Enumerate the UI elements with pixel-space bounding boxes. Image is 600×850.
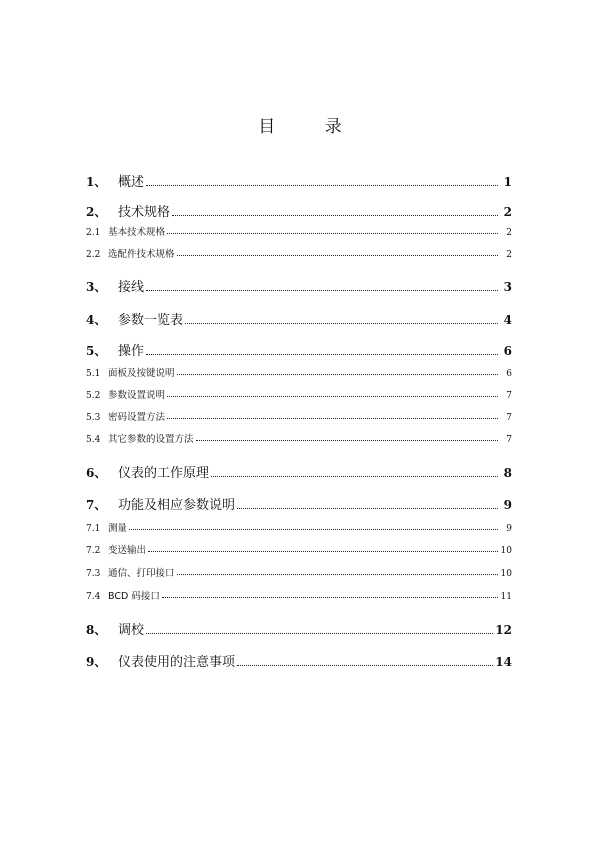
entry-label: 操作 xyxy=(118,344,145,359)
entry-number: 8、 xyxy=(86,623,107,637)
entry-number: 7.1 xyxy=(86,524,101,534)
entry-label: 参数一览表 xyxy=(118,313,184,328)
entry-page: 2 xyxy=(506,228,512,238)
entry-label: 基本技术规格 xyxy=(108,227,166,238)
dot-leader xyxy=(177,254,498,256)
entry-label: 面板及按键说明 xyxy=(108,368,175,379)
page-title: 目 录 xyxy=(258,117,364,137)
dot-leader xyxy=(237,507,498,509)
entry-page: 2 xyxy=(506,250,512,260)
entry-label: 接线 xyxy=(118,280,145,295)
entry-label: BCD 码接口 xyxy=(108,591,160,602)
entry-number: 2.2 xyxy=(86,250,101,260)
dot-leader xyxy=(177,373,498,375)
entry-number: 1、 xyxy=(86,175,107,189)
entry-page: 2 xyxy=(503,205,512,219)
entry-label: 仪表使用的注意事项 xyxy=(118,655,236,670)
toc-entry[interactable] xyxy=(86,651,512,670)
entry-page: 12 xyxy=(495,623,512,637)
entry-number: 7.2 xyxy=(86,546,101,556)
toc-entry[interactable] xyxy=(86,542,512,556)
entry-label: 参数设置说明 xyxy=(108,390,166,401)
toc-entry[interactable] xyxy=(86,171,512,190)
dot-leader xyxy=(146,289,498,291)
dot-leader xyxy=(185,322,498,324)
entry-number: 5、 xyxy=(86,344,107,358)
dot-leader xyxy=(146,353,498,355)
toc-entry[interactable] xyxy=(86,462,512,481)
toc-entry[interactable] xyxy=(86,520,512,534)
dot-leader xyxy=(167,232,498,234)
toc-entry[interactable] xyxy=(86,494,512,513)
entry-number: 5.2 xyxy=(86,391,101,401)
dot-leader xyxy=(129,528,498,530)
entry-label: 概述 xyxy=(118,175,145,190)
entry-label: 通信、打印接口 xyxy=(108,568,175,579)
dot-leader xyxy=(177,573,498,575)
dot-leader xyxy=(196,439,498,441)
entry-page: 7 xyxy=(506,391,512,401)
entry-label: 调校 xyxy=(118,623,145,638)
entry-number: 5.4 xyxy=(86,435,101,445)
entry-page: 3 xyxy=(503,280,512,294)
entry-label: 密码设置方法 xyxy=(108,412,166,423)
dot-leader xyxy=(146,184,498,186)
entry-page: 10 xyxy=(500,569,512,579)
toc-entry[interactable] xyxy=(86,276,512,295)
entry-page: 7 xyxy=(506,435,512,445)
dot-leader xyxy=(237,664,493,666)
entry-number: 7.3 xyxy=(86,569,101,579)
entry-number: 5.1 xyxy=(86,369,101,379)
entry-label: 技术规格 xyxy=(118,205,171,220)
entry-page: 14 xyxy=(495,655,512,669)
entry-number: 2、 xyxy=(86,205,107,219)
entry-page: 6 xyxy=(503,344,512,358)
entry-page: 7 xyxy=(506,413,512,423)
dot-leader xyxy=(167,395,498,397)
entry-number: 6、 xyxy=(86,466,107,480)
entry-label: 其它参数的设置方法 xyxy=(108,434,194,445)
dot-leader xyxy=(172,214,498,216)
toc-entry[interactable] xyxy=(86,246,512,260)
entry-page: 9 xyxy=(503,498,512,512)
toc-entry[interactable] xyxy=(86,409,512,423)
entry-page: 11 xyxy=(500,592,512,602)
toc-entry[interactable] xyxy=(86,340,512,359)
entry-number: 5.3 xyxy=(86,413,101,423)
toc-entry[interactable] xyxy=(86,588,512,602)
entry-page: 9 xyxy=(506,524,512,534)
entry-page: 10 xyxy=(500,546,512,556)
dot-leader xyxy=(146,632,493,634)
toc-entry[interactable] xyxy=(86,309,512,328)
toc-entry[interactable] xyxy=(86,387,512,401)
entry-label: 测量 xyxy=(108,523,128,534)
dot-leader xyxy=(162,596,498,598)
entry-label: 仪表的工作原理 xyxy=(118,466,210,481)
entry-label: 变送输出 xyxy=(108,545,147,556)
entry-label: 选配件技术规格 xyxy=(108,249,175,260)
toc-entry[interactable] xyxy=(86,565,512,579)
toc-entry[interactable] xyxy=(86,201,512,220)
toc-entry[interactable] xyxy=(86,224,512,238)
entry-page: 1 xyxy=(503,175,512,189)
dot-leader xyxy=(167,417,498,419)
toc-entry[interactable] xyxy=(86,431,512,445)
entry-label: 功能及相应参数说明 xyxy=(118,498,236,513)
entry-page: 8 xyxy=(503,466,512,480)
entry-page: 6 xyxy=(506,369,512,379)
entry-number: 3、 xyxy=(86,280,107,294)
toc-entry[interactable] xyxy=(86,365,512,379)
entry-number: 9、 xyxy=(86,655,107,669)
entry-number: 4、 xyxy=(86,313,107,327)
dot-leader xyxy=(211,475,498,477)
entry-number: 7、 xyxy=(86,498,107,512)
toc-entry[interactable] xyxy=(86,619,512,638)
dot-leader xyxy=(148,550,498,552)
entry-page: 4 xyxy=(503,313,512,327)
entry-number: 7.4 xyxy=(86,592,101,602)
entry-number: 2.1 xyxy=(86,228,101,238)
